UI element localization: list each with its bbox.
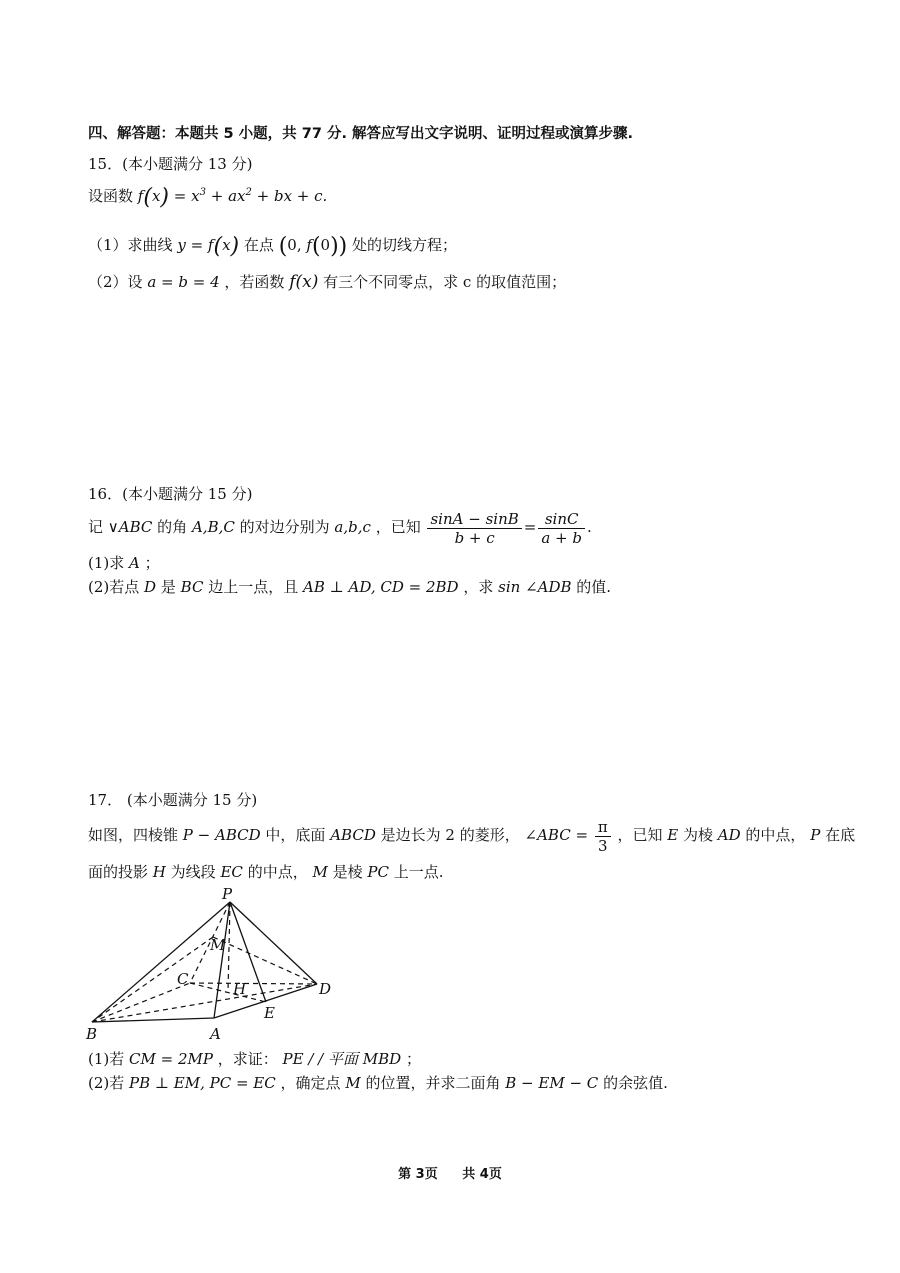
- label-B: B: [86, 1025, 98, 1043]
- label-A: A: [210, 1025, 221, 1043]
- q16-header: 16．(本小题满分 15 分): [88, 485, 253, 503]
- q16-part1: (1)求 A ；: [88, 554, 160, 572]
- q16-part2: (2)若点 D 是 BC 边上一点，且 AB ⊥ AD, CD = 2BD ，求 sin ∠ADB 的值.: [88, 578, 612, 596]
- q15-function: $f(x) = x^3 + ax^2$ + bx + c.: [137, 185, 328, 210]
- label-M: M: [210, 936, 226, 954]
- q17-part1: (1)若 CM = 2MP ，求证： PE / / 平面 MBD ；: [88, 1050, 422, 1068]
- edge-BC: [92, 983, 190, 1022]
- q15-part2: （2）设 a = b = 4 ，若函数 f(x) 有三个不同零点，求 c 的取值范围；: [88, 272, 567, 292]
- label-D: D: [319, 980, 332, 998]
- edge-BD: [92, 984, 317, 1022]
- q16-stem: 记 ∨ABC 的角 A,B,C 的对边分别为 a,b,c ，已知 $\frac{\sin A - \sin B}{b + c}$ = $\frac{\sin C}{a + b}$ .: [88, 509, 592, 547]
- q17-pi-over-3: $\frac{\pi}{3}$: [595, 818, 611, 855]
- q17-line2: 面的投影 H 为线段 EC 的中点， M 是棱 PC 上一点.: [88, 863, 444, 881]
- q16-fraction-left: $\frac{\sin A - \sin B}{b + c}$: [427, 510, 521, 547]
- label-H: H: [233, 980, 247, 998]
- q17-header: 17． (本小题满分 15 分): [88, 791, 258, 809]
- q17-line1: 如图，四棱锥 P − ABCD 中，底面 ABCD 是边长为 2 的菱形， ∠ABC = $\frac{\pi}{3}$ ，已知 E 为棱 AD 的中点， P 在底: [88, 817, 856, 855]
- label-P: P: [222, 885, 233, 903]
- label-C: C: [177, 970, 189, 988]
- page-footer: [0, 1163, 900, 1182]
- page-total: 共 4页: [462, 1167, 502, 1182]
- edge-CD: [190, 983, 317, 984]
- q16-fraction-right: $\frac{\sin C}{a + b}$: [538, 510, 585, 547]
- q15-part1: （1）求曲线 y = f(x) 在点 (0, f(0)) 处的切线方程；: [88, 234, 458, 259]
- pyramid-figure: [80, 882, 350, 1047]
- label-E: E: [264, 1004, 275, 1022]
- edge-PD: [230, 902, 317, 984]
- segment-MB: [92, 937, 213, 1022]
- section-title: 四、解答题：本题共 5 小题，共 77 分. 解答应写出文字说明、证明过程或演算步骤.: [88, 126, 634, 142]
- q15-header: 15．(本小题满分 13 分): [88, 155, 253, 173]
- edge-PB: [92, 902, 230, 1022]
- q15-stem: 设函数 $f(x) = x^3 + ax^2$ + bx + c.: [88, 185, 328, 210]
- q17-part2: (2)若 PB ⊥ EM, PC = EC ，确定点 M 的位置，并求二面角 B − EM − C 的余弦值.: [88, 1074, 668, 1092]
- page-number: 第 3页: [398, 1167, 438, 1182]
